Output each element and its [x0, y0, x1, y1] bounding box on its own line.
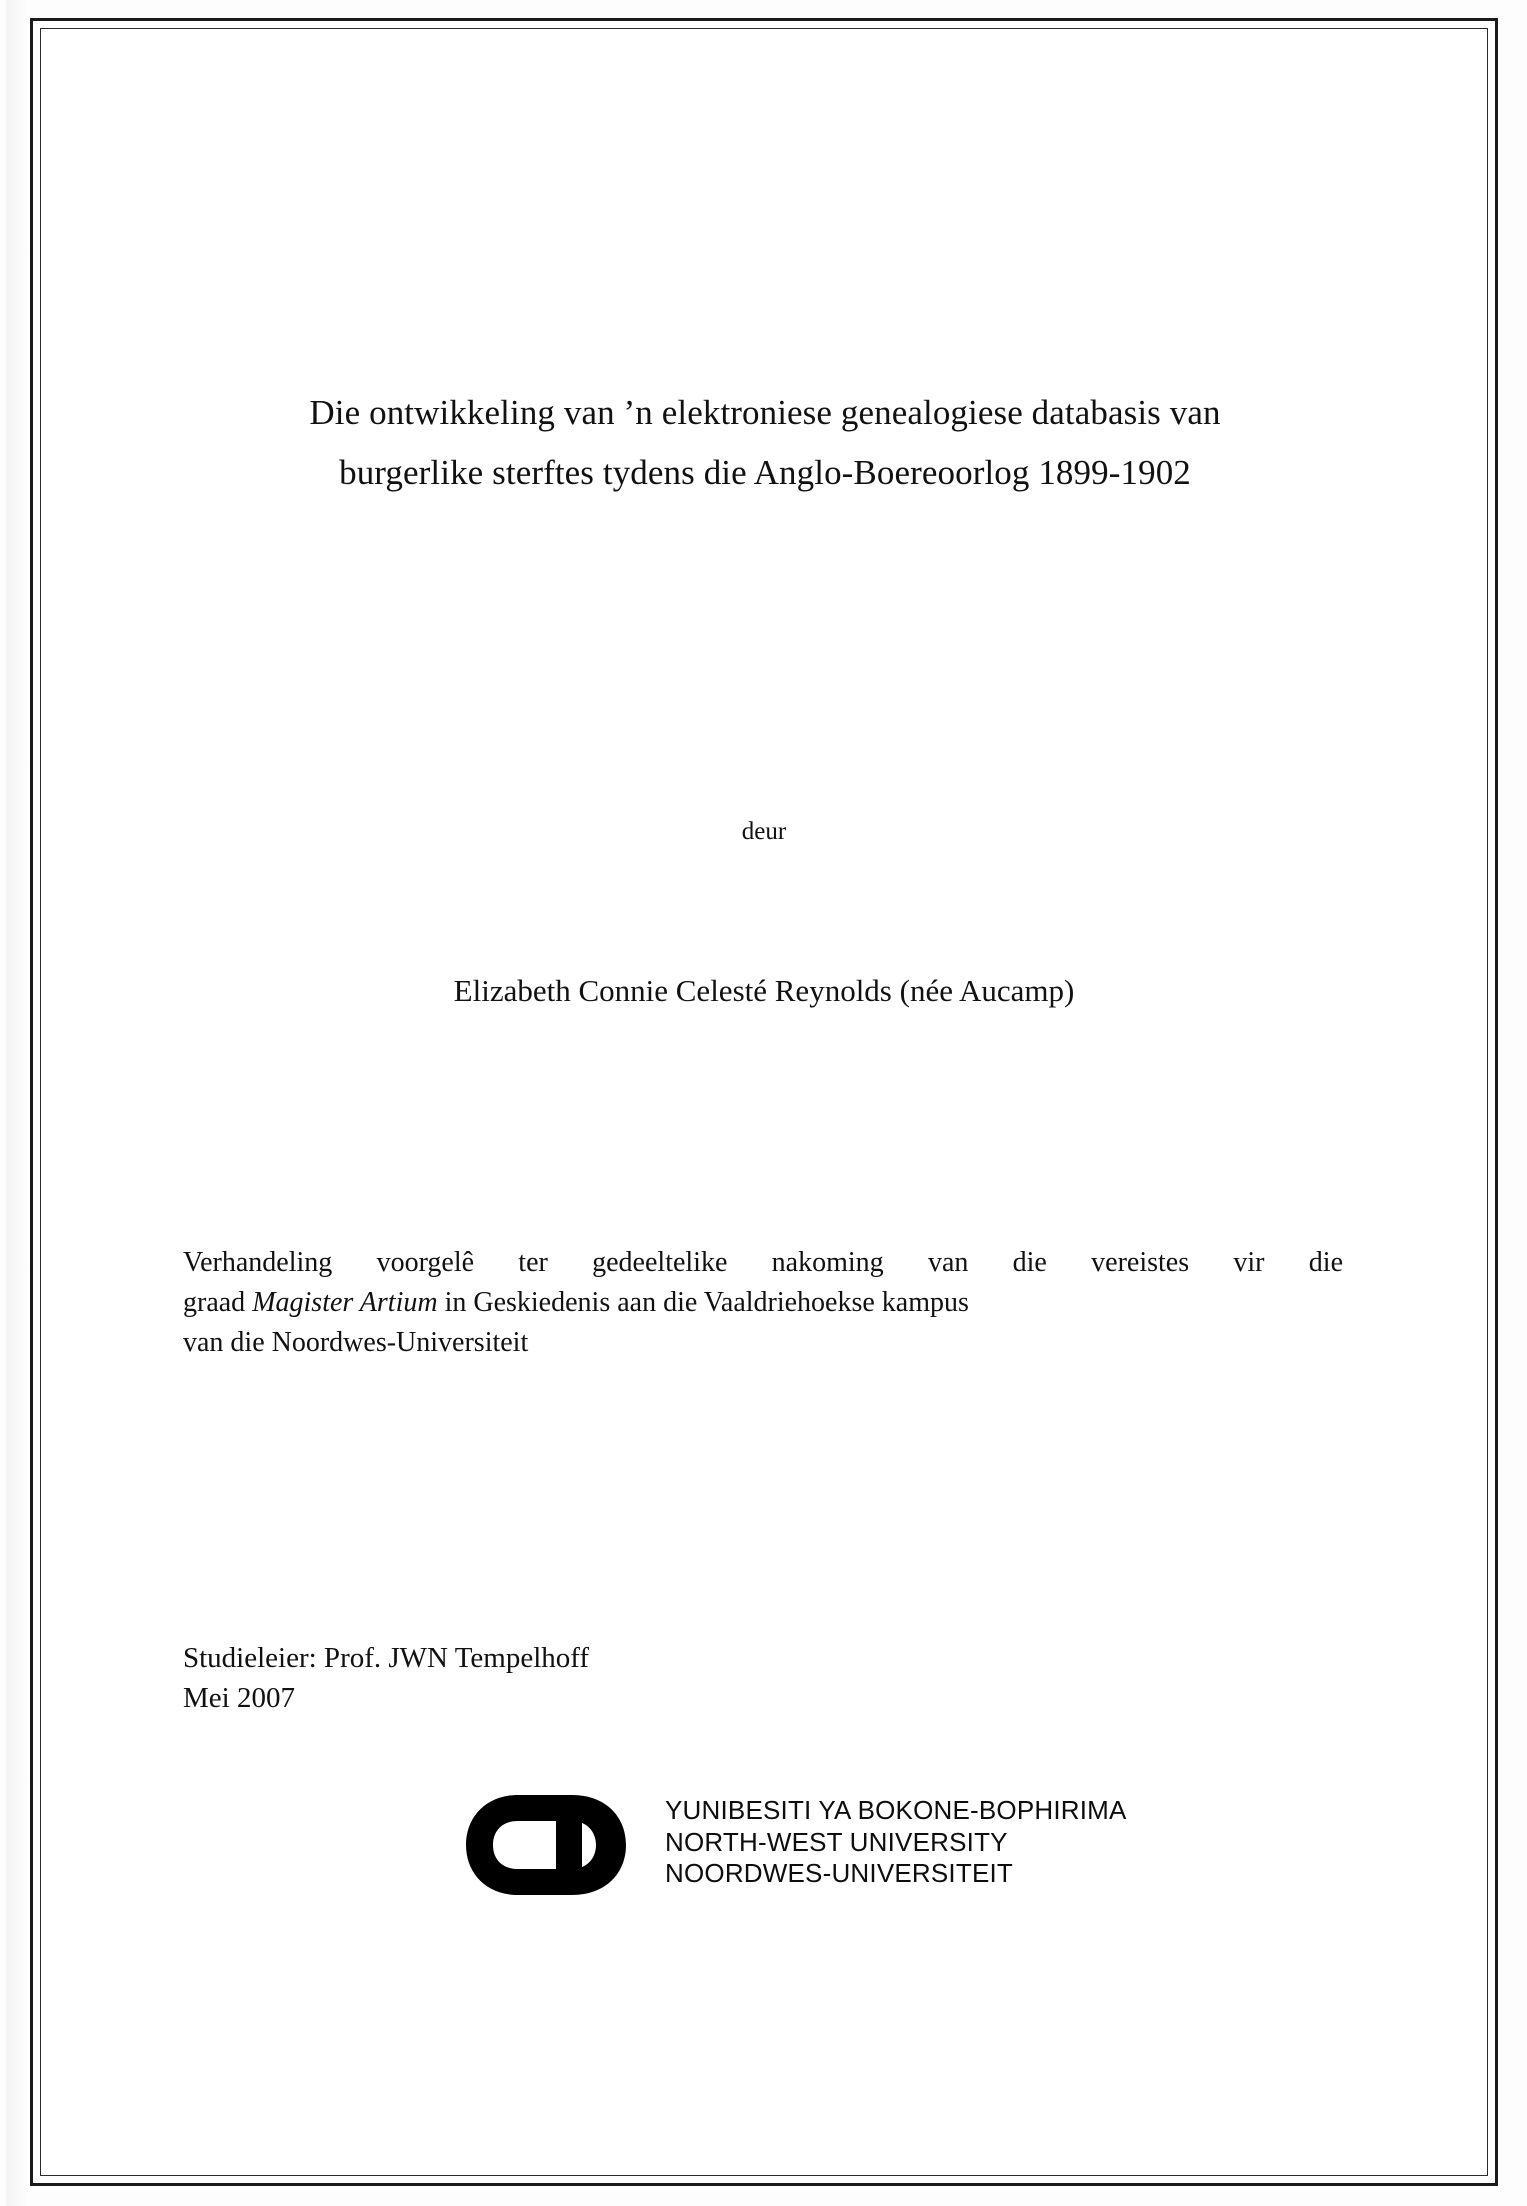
date-line: Mei 2007 [183, 1682, 295, 1714]
logo-text-line-3: NOORDWES-UNIVERSITEIT [665, 1858, 1013, 1889]
logo-text-line-1: YUNIBESITI YA BOKONE-BOPHIRIMA [665, 1795, 1127, 1825]
degree-statement [183, 1243, 1343, 1362]
title-line-2: burgerlike sterftes tydens die Anglo-Boereoorlog 1899-1902 [339, 453, 1191, 493]
degree-statement-line-2-prefix: graad [183, 1286, 253, 1318]
supervisor-line: Studieleier: Prof. JWN Tempelhoff [183, 1642, 590, 1674]
degree-name-italic: Magister Artium [252, 1286, 438, 1318]
degree-statement-line-1: Verhandeling voorgelê ter gedeeltelike nakoming van die vereistes vir die [183, 1247, 1343, 1278]
by-label: deur [741, 818, 787, 845]
degree-statement-line-2-suffix: in Geskiedenis aan die Vaaldriehoekse kampus [437, 1286, 969, 1318]
nwu-logo-mark [460, 1789, 660, 1901]
university-logo-text [665, 1795, 1127, 1890]
author-name: Elizabeth Connie Celesté Reynolds (née Aucamp) [453, 973, 1075, 1008]
scan-edge-shadow [6, 0, 30, 2206]
degree-statement-line-3: van die Noordwes-Universiteit [183, 1326, 529, 1358]
title-page-content [40, 28, 1488, 2176]
page-title [180, 383, 1350, 503]
title-line-1: Die ontwikkeling van ’n elektroniese genealogiese databasis van [309, 393, 1221, 432]
university-logo [460, 1783, 1127, 1903]
degree-statement-line-2 [183, 1283, 1343, 1323]
logo-text-line-2: NORTH-WEST UNIVERSITY [665, 1826, 1008, 1857]
